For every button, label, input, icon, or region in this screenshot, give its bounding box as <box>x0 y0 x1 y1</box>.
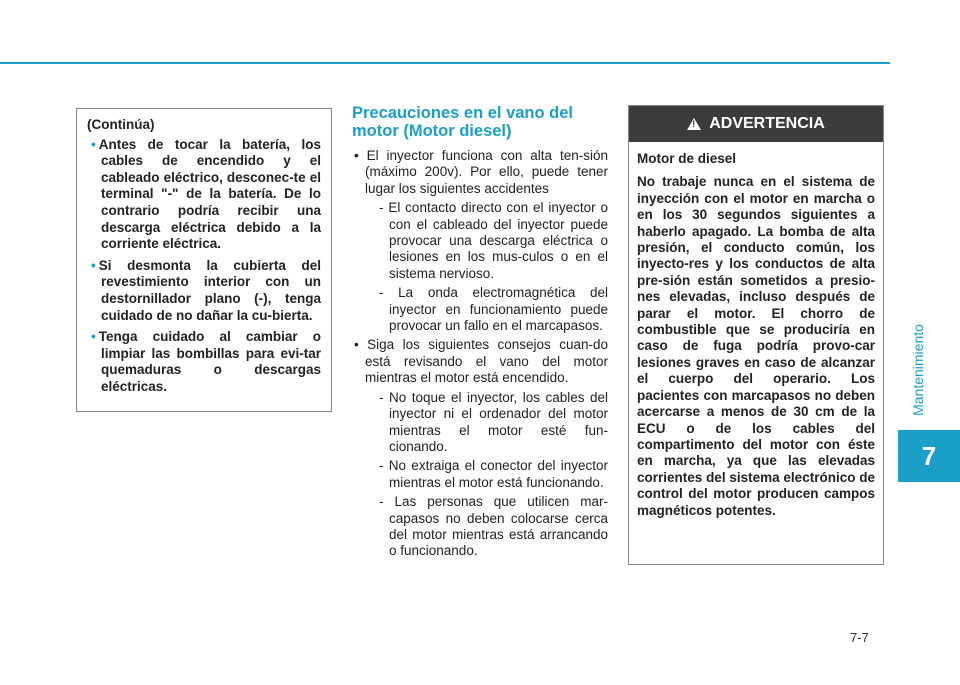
section-side-label <box>905 320 931 420</box>
subitem-text: La onda electromagnética del inyector en funcionamiento puede provocar un fallo en el marcapasos. <box>389 285 608 334</box>
precaution-item <box>352 148 608 334</box>
warning-box <box>628 105 884 565</box>
continued-title: (Continúa) <box>87 117 155 132</box>
chapter-number: 7 <box>921 440 937 471</box>
subitem-text: Las personas que utilicen mar-capasos no deben colocarse cerca del motor mientras está arrancando o funcionando. <box>389 494 608 559</box>
page-number: 7-7 <box>850 630 869 645</box>
bullet-icon: • <box>354 148 367 163</box>
precaution-sublist <box>365 390 608 560</box>
precaution-subitem <box>365 390 608 456</box>
engine-precautions-section <box>352 104 608 563</box>
bullet-icon: • <box>91 257 96 273</box>
precaution-subitem <box>365 285 608 334</box>
dash-marker: - <box>379 200 389 216</box>
header-rule <box>0 62 890 64</box>
dash-marker: - <box>379 494 395 510</box>
caution-text: Tenga cuidado al cambiar o limpiar las bombillas para evi-tar quemaduras o descargas eléctricas. <box>98 329 321 394</box>
dash-marker: - <box>379 389 389 405</box>
caution-item <box>87 329 321 395</box>
bullet-icon: • <box>91 329 96 345</box>
chapter-tab <box>898 430 960 482</box>
section-label-text: Mantenimiento <box>910 324 927 416</box>
warning-text: No trabaje nunca en el sistema de inyección con el motor en marcha o en los 30 segundos siguientes a haberlo apagado. La bomba de alta presión, el conducto común, los inyecto-res y los conductos de alta pre-sión están sometidos a presio-nes elevadas, incluso después de parar el motor. El chorro de combustible que se produciría en caso de fuga podría provo-car lesiones graves en caso de alcanzar el cuerpo del operario. Los pacientes con marcapasos no deben acercarse a menos de 30 cm de la ECU o de los cables del compartimento del motor con éste en marcha, ya que las elevadas corrientes del sistema electrónico de control del motor producen campos magnéticos potentes. <box>637 174 875 518</box>
precaution-subitem <box>365 200 608 282</box>
bullet-icon: • <box>354 337 368 353</box>
precaution-sublist <box>365 200 608 334</box>
subitem-text: No extraiga el conector del inyector mientras el motor está funcionando. <box>388 458 608 490</box>
dash-marker: - <box>379 285 399 301</box>
caution-text: Si desmonta la cubierta del revestimiento interior con un destornillador plano (-), tenga cuidado de no dañar la cu-bierta. <box>98 257 321 323</box>
caution-item <box>87 258 321 324</box>
subitem-text: No toque el inyector, los cables del inyector ni el ordenador del motor mientras el motor esté fun-cionando. <box>388 389 609 454</box>
continued-caution-box <box>76 108 332 412</box>
precaution-subitem <box>365 458 608 491</box>
section-title: Precauciones en el vano del motor (Motor diesel) <box>352 104 574 140</box>
subitem-text: El contacto directo con el inyector o con el cableado del inyector puede provocar una descarga eléctrica o lesiones en los mus-culos o en el sistema nervioso. <box>388 200 608 281</box>
precautions-list <box>352 148 608 560</box>
warning-header-label: ADVERTENCIA <box>709 115 825 132</box>
warning-header <box>629 106 883 142</box>
precaution-subitem <box>365 494 608 560</box>
precaution-item <box>352 337 608 559</box>
warning-triangle-icon <box>687 118 701 130</box>
warning-subtitle: Motor de diesel <box>637 151 737 166</box>
caution-item <box>87 137 321 253</box>
caution-text: Antes de tocar la batería, los cables de encendido y el cableado eléctrico, desconec-te el terminal "-" de la batería. De lo contrario podría recibir una descarga eléctrica debido a la corriente eléctrica. <box>98 136 321 252</box>
bullet-icon: • <box>91 136 96 152</box>
warning-body <box>629 142 883 519</box>
precaution-text: Siga los siguientes consejos cuan-do está revisando el vano del motor mientras el motor está encendido. <box>365 337 608 386</box>
caution-list <box>87 137 321 396</box>
precaution-text: El inyector funciona con alta ten-sión (máximo 200v). Por ello, puede tener lugar los siguientes accidentes <box>365 148 608 196</box>
dash-marker: - <box>379 458 389 474</box>
